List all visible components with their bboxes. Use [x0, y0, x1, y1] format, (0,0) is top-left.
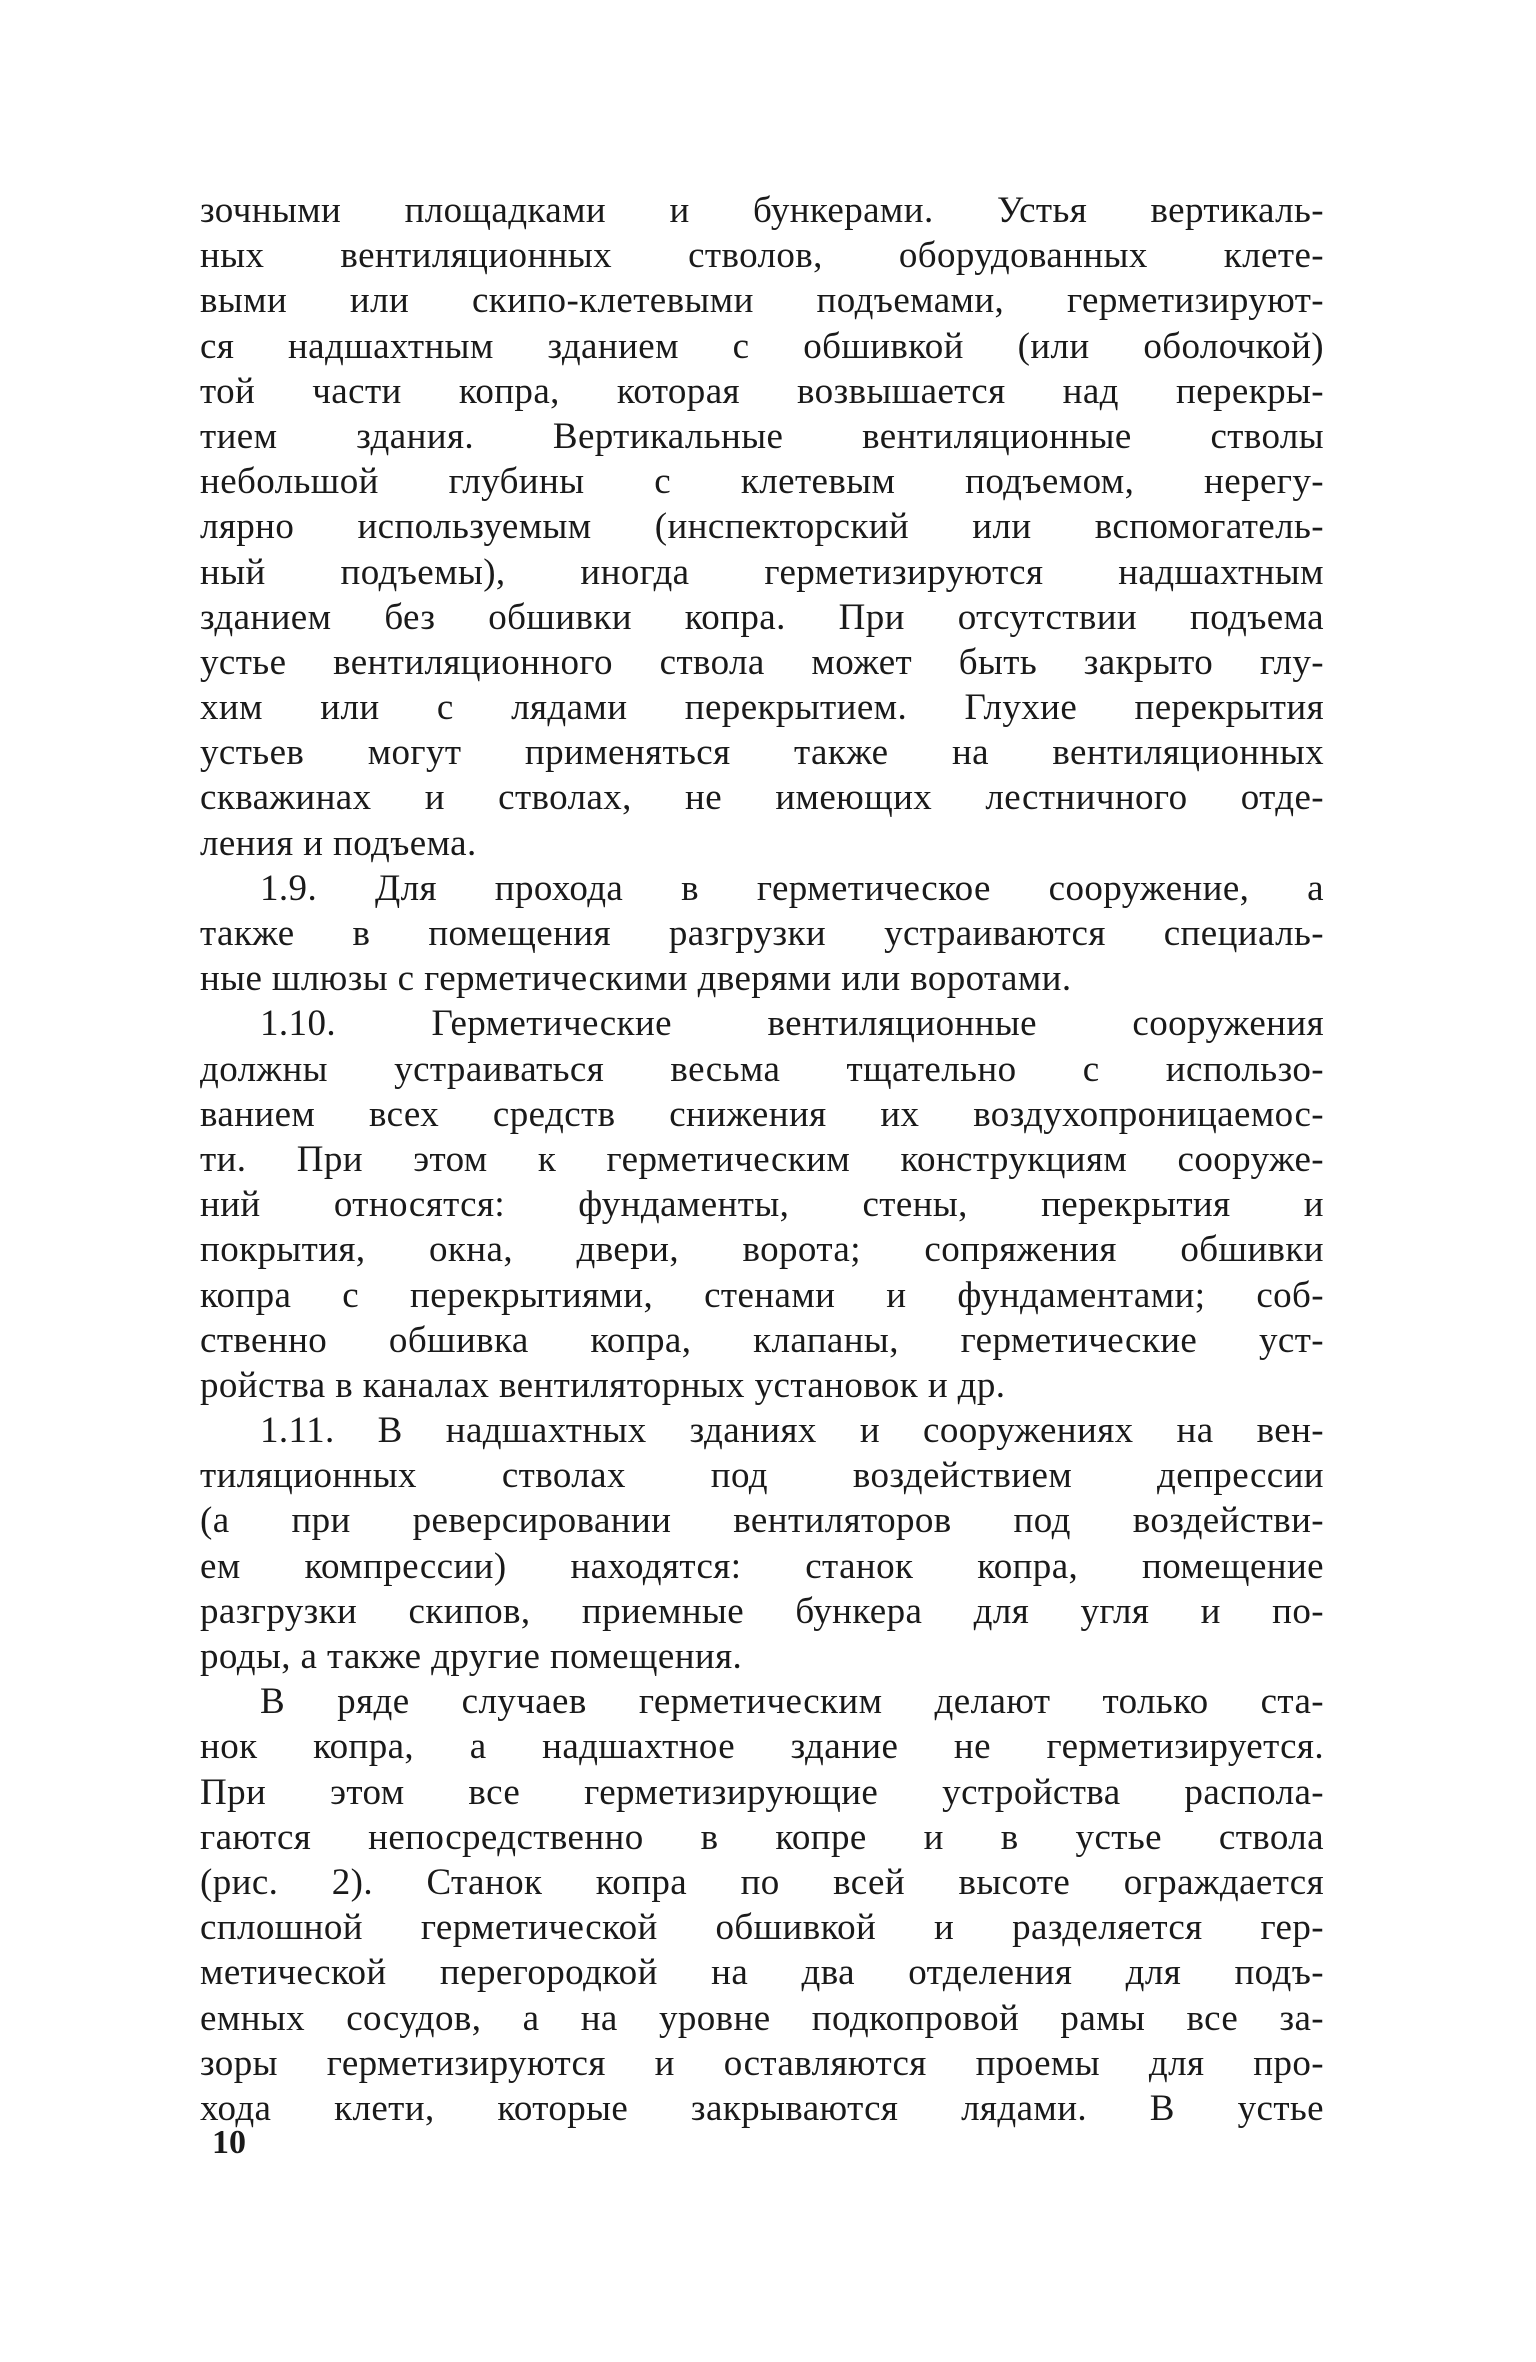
text-line: хода клети, которые закрываются лядами. В устье — [200, 2087, 1324, 2129]
text-line: зданием без обшивки копра. При отсутствии подъема — [200, 596, 1324, 638]
text-line: (а при реверсировании вентиляторов под воздействи- — [200, 1500, 1324, 1542]
text-line: При этом все герметизирующие устройства распола- — [200, 1771, 1324, 1813]
text-line: должны устраиваться весьма тщательно с использо- — [200, 1048, 1324, 1090]
text-line: разгрузки скипов, приемные бункера для угля и по- — [200, 1590, 1324, 1632]
text-line: небольшой глубины с клетевым подъемом, нерегу- — [200, 461, 1324, 503]
text-line: 1.10. Герметические вентиляционные сооружения — [260, 1003, 1324, 1045]
text-line: ем компрессии) находятся: станок копра, помещение — [200, 1545, 1324, 1587]
text-line: устьев могут применяться также на вентиляционных — [200, 732, 1324, 774]
text-line: сплошной герметической обшивкой и разделяется гер- — [200, 1907, 1324, 1949]
text-line: нок копра, а надшахтное здание не герметизируется. — [200, 1726, 1324, 1768]
text-line: ных вентиляционных стволов, оборудованных клете- — [200, 235, 1324, 277]
text-line: ванием всех средств снижения их воздухопроницаемос- — [200, 1093, 1324, 1135]
text-line: роды, а также другие помещения. — [200, 1636, 743, 1677]
text-line: В ряде случаев герметическим делают только ста- — [260, 1681, 1324, 1723]
text-line: копра с перекрытиями, стенами и фундаментами; соб- — [200, 1274, 1324, 1316]
text-line: ления и подъема. — [200, 822, 477, 864]
text-line: также в помещения разгрузки устраиваются специаль- — [200, 913, 1324, 954]
text-line: тием здания. Вертикальные вентиляционные стволы — [200, 415, 1324, 457]
text-line: хим или с лядами перекрытием. Глухие перекрытия — [200, 687, 1324, 729]
text-line: лярно используемым (инспекторский или вспомогатель- — [200, 506, 1324, 548]
text-line: ственно обшивка копра, клапаны, герметические уст- — [200, 1319, 1324, 1361]
text-line: устье вентиляционного ствола может быть закрыто глу- — [200, 641, 1324, 683]
text-line: выми или скипо-клетевыми подъемами, герметизируют- — [200, 280, 1324, 322]
text-line: тиляционных стволах под воздействием депрессии — [200, 1455, 1324, 1497]
text-line: зоры герметизируются и оставляются проемы для про- — [200, 2042, 1324, 2084]
text-line: емных сосудов, а на уровне подкопровой рамы все за- — [200, 1997, 1324, 2039]
text-line: ройства в каналах вентиляторных установок и др. — [200, 1364, 1006, 1406]
text-line: (рис. 2). Станок копра по всей высоте ограждается — [200, 1861, 1324, 1903]
text-line: гаются непосредственно в копре и в устье ствола — [200, 1816, 1324, 1858]
page-body — [200, 188, 1324, 2131]
text-line: 1.11. В надшахтных зданиях и сооружениях на вен- — [260, 1410, 1324, 1452]
text-line: ные шлюзы с герметическими дверями или воротами. — [200, 958, 1072, 1000]
text-line: ти. При этом к герметическим конструкциям сооруже- — [200, 1138, 1324, 1180]
text-line: покрытия, окна, двери, ворота; сопряжения обшивки — [200, 1229, 1324, 1271]
text-line: зочными площадками и бункерами. Устья вертикаль- — [200, 190, 1324, 231]
text-line: метической перегородкой на два отделения для подъ- — [200, 1952, 1324, 1994]
text-line: ся надшахтным зданием с обшивкой (или оболочкой) — [200, 325, 1324, 367]
text-line: той части копра, которая возвышается над перекры- — [200, 370, 1324, 412]
text-line: 1.9. Для прохода в герметическое сооружение, а — [260, 867, 1324, 909]
text-line: ний относятся: фундаменты, стены, перекрытия и — [200, 1184, 1324, 1226]
text-line: скважинах и стволах, не имеющих лестничного отде- — [200, 777, 1324, 819]
page-number: 10 — [212, 2124, 246, 2161]
text-line: ный подъемы), иногда герметизируются надшахтным — [200, 551, 1324, 593]
